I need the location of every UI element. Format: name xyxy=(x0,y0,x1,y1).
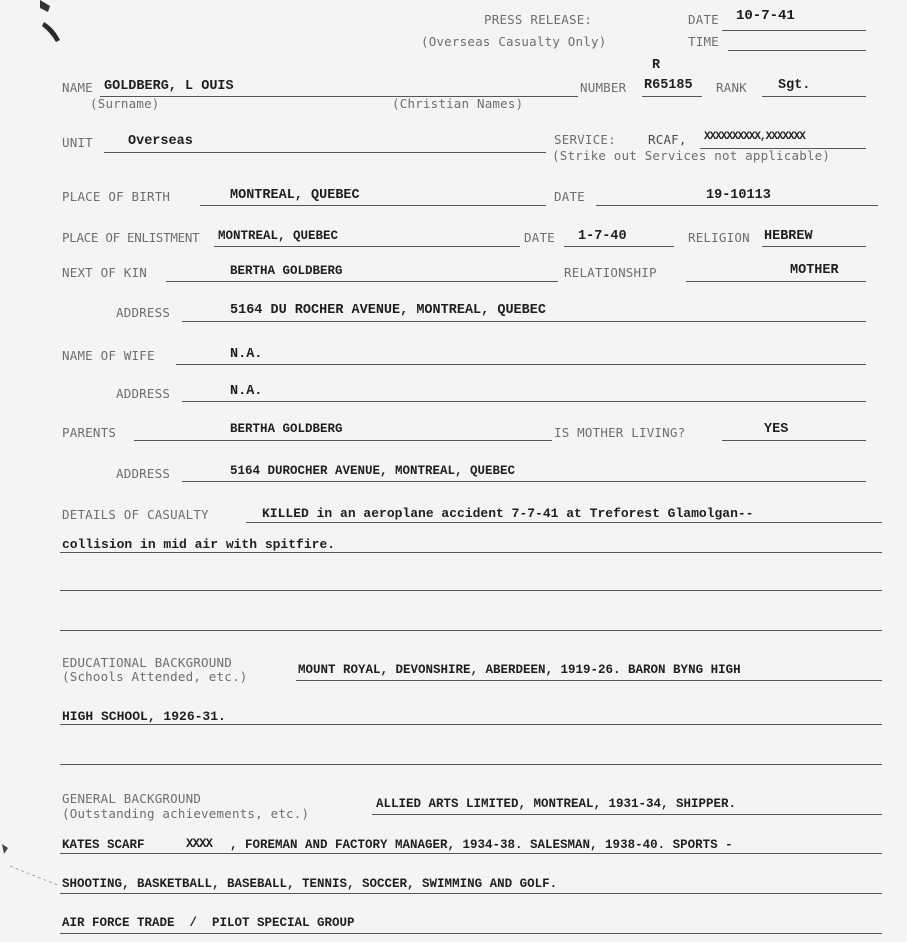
service-value: RCAF, xyxy=(648,132,687,147)
christian-names-caption: (Christian Names) xyxy=(392,96,524,111)
surname-caption: (Surname) xyxy=(90,96,160,111)
general-sublabel: (Outstanding achievements, etc.) xyxy=(62,806,310,821)
wife-value: N.A. xyxy=(230,347,263,362)
education-line2: HIGH SCHOOL, 1926-31. xyxy=(62,709,226,724)
general-line3: SHOOTING, BASKETBALL, BASEBALL, TENNIS, SOCCER, SWIMMING AND GOLF. xyxy=(62,877,558,891)
wife-address-label: ADDRESS xyxy=(116,386,171,401)
overseas-caption: (Overseas Casualty Only) xyxy=(421,34,607,49)
education-line1: MOUNT ROYAL, DEVONSHIRE, ABERDEEN, 1919-26. BARON BYNG HIGH xyxy=(298,663,741,677)
enlistment-value: MONTREAL, QUEBEC xyxy=(218,229,339,243)
number-label: NUMBER xyxy=(580,80,627,95)
general-line1: ALLIED ARTS LIMITED, MONTREAL, 1931-34, SHIPPER. xyxy=(376,797,737,811)
kin-address-value: 5164 DU ROCHER AVENUE, MONTREAL, QUEBEC xyxy=(230,303,546,318)
enlistment-label: PLACE OF ENLISTMENT xyxy=(62,230,200,245)
relationship-label: RELATIONSHIP xyxy=(564,265,657,280)
service-note: (Strike out Services not applicable) xyxy=(552,148,831,163)
wife-label: NAME OF WIFE xyxy=(62,348,155,363)
service-struck: XXXXXXXXXX,XXXXXXX xyxy=(704,131,805,143)
rank-label: RANK xyxy=(716,80,747,95)
mother-living-label: IS MOTHER LIVING? xyxy=(554,425,686,440)
birth-label: PLACE OF BIRTH xyxy=(62,189,171,204)
parents-value: BERTHA GOLDBERG xyxy=(230,422,343,436)
unit-value: Overseas xyxy=(128,134,193,149)
number-value: R65185 xyxy=(644,78,693,93)
header-time-label: TIME xyxy=(688,34,719,49)
casualty-line2: collision in mid air with spitfire. xyxy=(62,537,336,552)
enlistment-date-label: DATE xyxy=(524,230,555,245)
kin-address-label: ADDRESS xyxy=(116,305,171,320)
unit-label: UNIT xyxy=(62,135,93,150)
general-line2-rest: , FOREMAN AND FACTORY MANAGER, 1934-38. SALESMAN, 1938-40. SPORTS - xyxy=(230,838,733,852)
general-label: GENERAL BACKGROUND xyxy=(62,791,202,806)
name-value: GOLDBERG, L OUIS xyxy=(104,79,234,94)
general-line4: AIR FORCE TRADE / PILOT SPECIAL GROUP xyxy=(62,916,355,930)
rank-value: Sgt. xyxy=(778,78,811,93)
religion-label: RELIGION xyxy=(688,230,750,245)
religion-value: HEBREW xyxy=(764,229,813,244)
education-sublabel: (Schools Attended, etc.) xyxy=(62,669,248,684)
wife-address-value: N.A. xyxy=(230,384,263,399)
education-label: EDUCATIONAL BACKGROUND xyxy=(62,655,232,670)
service-label: SERVICE: xyxy=(554,132,616,147)
casualty-label: DETAILS OF CASUALTY xyxy=(62,507,209,522)
kin-value: BERTHA GOLDBERG xyxy=(230,264,343,278)
birth-date-value: 19-10113 xyxy=(706,188,771,203)
number-prefix-mark: R xyxy=(652,58,661,73)
mother-living-value: YES xyxy=(764,422,789,437)
birth-date-label: DATE xyxy=(554,189,585,204)
staple-mark-icon xyxy=(30,0,90,52)
header-date-label: DATE xyxy=(688,12,719,27)
parents-address-label: ADDRESS xyxy=(116,466,171,481)
parents-address-value: 5164 DUROCHER AVENUE, MONTREAL, QUEBEC xyxy=(230,464,516,478)
general-line2-struck: XXXX xyxy=(186,837,213,851)
general-line2-company: KATES SCARF xyxy=(62,838,145,852)
birth-value: MONTREAL, QUEBEC xyxy=(230,188,360,203)
enlistment-date-value: 1-7-40 xyxy=(578,229,627,244)
header-date-value: 10-7-41 xyxy=(736,8,795,24)
relationship-value: MOTHER xyxy=(790,263,839,278)
press-release-label: PRESS RELEASE: xyxy=(484,12,593,27)
name-label: NAME xyxy=(62,80,93,95)
kin-label: NEXT OF KIN xyxy=(62,265,147,280)
casualty-line1: KILLED in an aeroplane accident 7-7-41 at Treforest Glamolgan-- xyxy=(262,506,754,521)
edge-mark-icon xyxy=(0,838,70,888)
parents-label: PARENTS xyxy=(62,425,117,440)
